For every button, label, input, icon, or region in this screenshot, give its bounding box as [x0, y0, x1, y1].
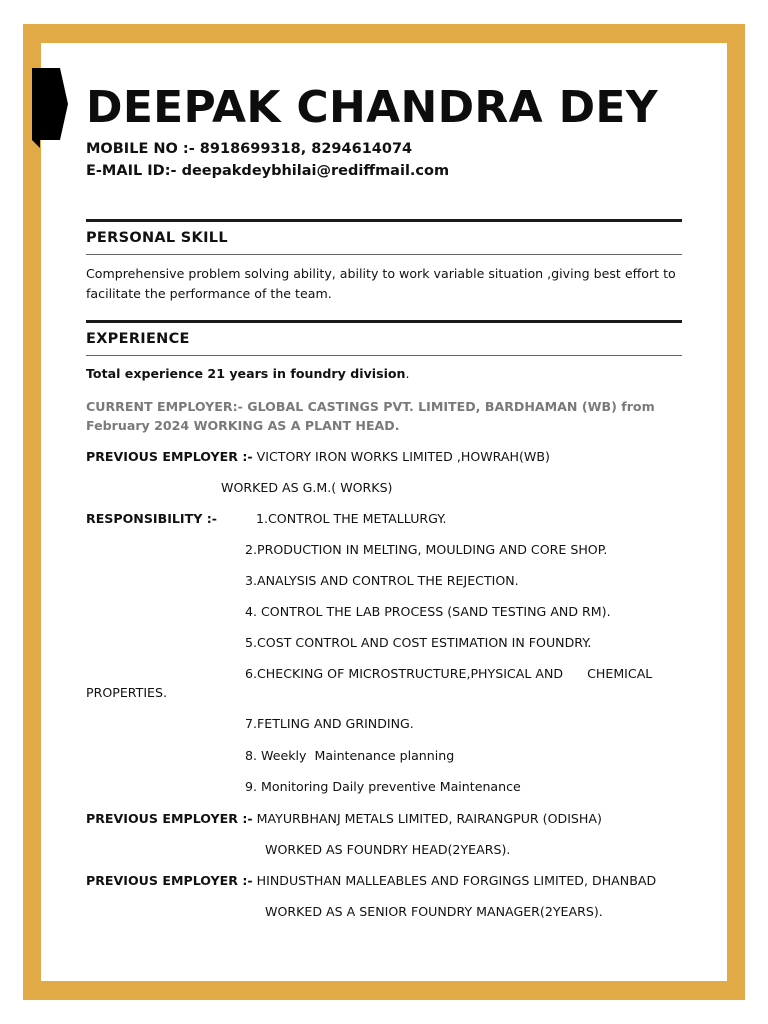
section-divider-thick	[86, 219, 682, 222]
responsibility-item: 8. Weekly Maintenance planning	[245, 748, 455, 763]
previous-employer-1	[86, 449, 550, 464]
employer-2-role: WORKED AS FOUNDRY HEAD(2YEARS).	[265, 842, 511, 857]
experience-heading: EXPERIENCE	[86, 331, 190, 347]
responsibility-item: 7.FETLING AND GRINDING.	[245, 716, 414, 731]
bookmark-tab-decoration	[32, 68, 68, 148]
email-line	[86, 163, 449, 179]
previous-employer-name: MAYURBHANJ METALS LIMITED, RAIRANGPUR (ODISHA)	[256, 811, 602, 826]
mobile-value: 8918699318, 8294614074	[199, 141, 413, 157]
previous-employer-label: PREVIOUS EMPLOYER :-	[86, 449, 253, 464]
total-experience-text: Total experience 21 years in foundry division	[86, 366, 406, 381]
section-divider-thick	[86, 320, 682, 323]
email-label: E-MAIL ID:-	[86, 163, 177, 179]
responsibility-item: 5.COST CONTROL AND COST ESTIMATION IN FOUNDRY.	[245, 635, 592, 650]
previous-employer-name: VICTORY IRON WORKS LIMITED ,HOWRAH(WB)	[256, 449, 550, 464]
mobile-label: MOBILE NO :-	[86, 141, 195, 157]
personal-skill-text: Comprehensive problem solving ability, ability to work variable situation ,giving best effort to facilitate the performance of the team.	[86, 266, 676, 301]
responsibility-item: 9. Monitoring Daily preventive Maintenance	[245, 779, 521, 794]
responsibility-item: 1.CONTROL THE METALLURGY.	[256, 511, 447, 526]
responsibility-item: 4. CONTROL THE LAB PROCESS (SAND TESTING AND RM).	[245, 604, 611, 619]
section-divider-thin	[86, 355, 682, 356]
responsibility-item: 2.PRODUCTION IN MELTING, MOULDING AND CORE SHOP.	[245, 542, 608, 557]
total-experience-period: .	[405, 366, 410, 381]
responsibility-label: RESPONSIBILITY :-	[86, 511, 217, 526]
personal-skill-heading: PERSONAL SKILL	[86, 230, 228, 246]
previous-employer-3	[86, 873, 656, 888]
current-employer-text: CURRENT EMPLOYER:- GLOBAL CASTINGS PVT. LIMITED, BARDHAMAN (WB) from February 2024 WORKING AS A PLANT HEAD.	[86, 399, 655, 433]
previous-employer-label: PREVIOUS EMPLOYER :-	[86, 873, 253, 888]
candidate-name: DEEPAK CHANDRA DEY	[86, 82, 658, 133]
mobile-line	[86, 141, 412, 157]
previous-employer-label: PREVIOUS EMPLOYER :-	[86, 811, 253, 826]
section-divider-thin	[86, 254, 682, 255]
email-value: deepakdeybhilai@rediffmail.com	[181, 163, 450, 179]
employer-1-role: WORKED AS G.M.( WORKS)	[221, 480, 393, 495]
responsibility-item: 3.ANALYSIS AND CONTROL THE REJECTION.	[245, 573, 519, 588]
total-experience-line	[86, 366, 410, 381]
responsibility-item: 6.CHECKING OF MICROSTRUCTURE,PHYSICAL AND CHEMICAL	[245, 666, 653, 681]
employer-3-role: WORKED AS A SENIOR FOUNDRY MANAGER(2YEARS).	[265, 904, 603, 919]
previous-employer-2	[86, 811, 602, 826]
previous-employer-name: HINDUSTHAN MALLEABLES AND FORGINGS LIMITED, DHANBAD	[256, 873, 657, 888]
responsibility-item-continuation: PROPERTIES.	[86, 685, 168, 700]
